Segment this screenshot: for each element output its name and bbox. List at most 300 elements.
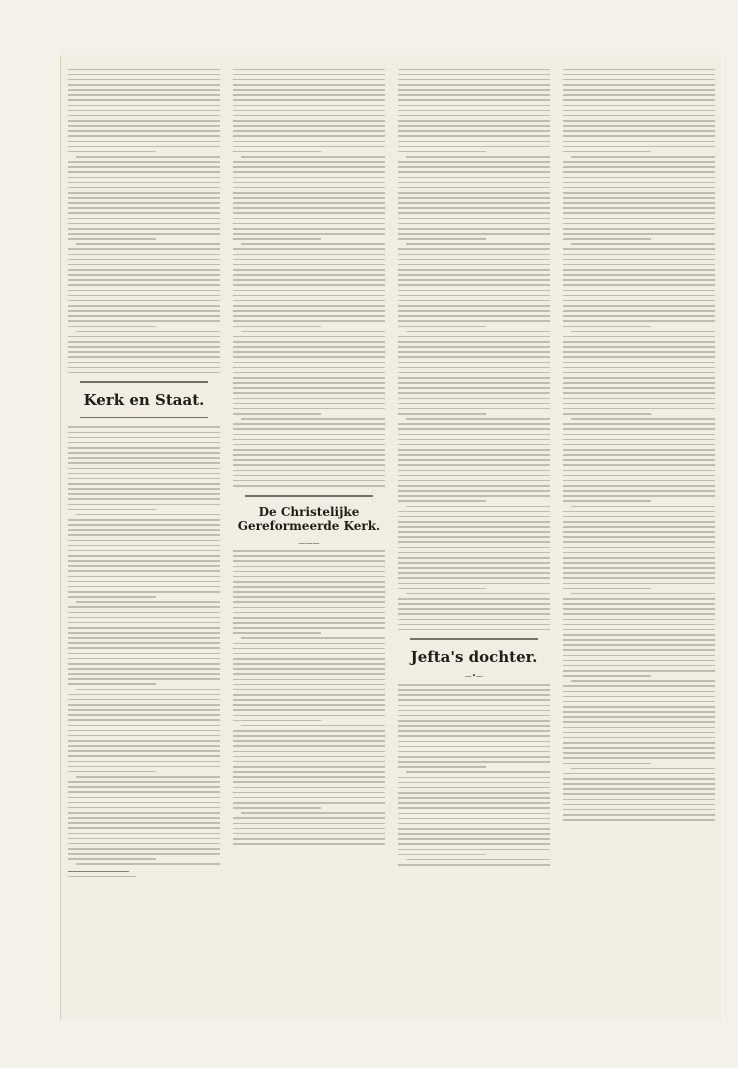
text-line bbox=[398, 408, 550, 410]
text-line bbox=[233, 730, 385, 732]
text-line bbox=[68, 171, 220, 173]
text-line bbox=[398, 392, 550, 394]
text-line bbox=[398, 69, 550, 71]
text-line bbox=[68, 473, 220, 475]
text-line bbox=[233, 735, 385, 737]
section-rule bbox=[245, 495, 373, 497]
text-line bbox=[68, 207, 220, 209]
text-line bbox=[68, 668, 220, 670]
text-line bbox=[233, 115, 385, 117]
text-line bbox=[233, 79, 385, 81]
text-line bbox=[398, 807, 550, 809]
text-line bbox=[563, 326, 651, 328]
text-line bbox=[233, 392, 385, 394]
text-line bbox=[398, 151, 486, 153]
text-line bbox=[233, 130, 385, 132]
text-line bbox=[241, 812, 385, 814]
text-line bbox=[233, 761, 385, 763]
text-line bbox=[233, 99, 385, 101]
section-ornament: ——— bbox=[298, 538, 320, 547]
text-line bbox=[68, 478, 220, 480]
text-line bbox=[571, 418, 715, 420]
text-line bbox=[563, 166, 715, 168]
text-line bbox=[563, 146, 715, 148]
text-line bbox=[563, 804, 715, 806]
text-line bbox=[398, 572, 550, 574]
text-line bbox=[233, 571, 385, 573]
text-line bbox=[68, 725, 220, 727]
text-line bbox=[68, 192, 220, 194]
column-3 bbox=[398, 65, 550, 869]
text-line bbox=[563, 480, 715, 482]
text-line bbox=[233, 326, 321, 328]
text-line bbox=[563, 151, 651, 153]
text-line bbox=[68, 447, 220, 449]
newspaper-page bbox=[60, 55, 721, 1020]
text-line bbox=[563, 742, 715, 744]
text-line bbox=[233, 668, 385, 670]
text-line bbox=[563, 696, 715, 698]
text-line bbox=[563, 218, 715, 220]
text-line bbox=[233, 802, 385, 804]
text-line bbox=[233, 643, 385, 645]
text-line bbox=[233, 745, 385, 747]
text-line bbox=[563, 454, 715, 456]
text-line bbox=[68, 120, 220, 122]
text-line bbox=[563, 814, 715, 816]
text-line bbox=[68, 356, 220, 358]
text-line bbox=[68, 69, 220, 71]
text-line bbox=[233, 387, 385, 389]
text-line bbox=[68, 704, 220, 706]
text-line bbox=[68, 699, 220, 701]
text-line bbox=[563, 254, 715, 256]
text-line bbox=[563, 459, 715, 461]
text-line bbox=[233, 632, 321, 634]
text-line bbox=[398, 125, 550, 127]
text-line bbox=[68, 581, 220, 583]
text-line bbox=[563, 495, 715, 497]
text-line bbox=[68, 238, 156, 240]
text-line bbox=[398, 843, 550, 845]
column-2 bbox=[233, 65, 385, 848]
text-line bbox=[398, 577, 550, 579]
text-line bbox=[233, 792, 385, 794]
text-line bbox=[68, 74, 220, 76]
text-line bbox=[68, 79, 220, 81]
text-line bbox=[398, 454, 550, 456]
text-line bbox=[233, 362, 385, 364]
text-line bbox=[233, 566, 385, 568]
text-line bbox=[233, 555, 385, 557]
text-line bbox=[398, 223, 550, 225]
text-line bbox=[563, 264, 715, 266]
text-line bbox=[233, 797, 385, 799]
text-line bbox=[68, 653, 220, 655]
text-line bbox=[233, 228, 385, 230]
text-line bbox=[68, 177, 220, 179]
text-line bbox=[563, 428, 715, 430]
text-line bbox=[398, 705, 550, 707]
text-line bbox=[563, 552, 715, 554]
text-line bbox=[398, 105, 550, 107]
text-line bbox=[233, 843, 385, 845]
text-line bbox=[571, 506, 715, 508]
text-line bbox=[563, 644, 715, 646]
text-line bbox=[398, 94, 550, 96]
text-line bbox=[563, 649, 715, 651]
text-line bbox=[68, 264, 220, 266]
text-line bbox=[233, 807, 321, 809]
text-line bbox=[233, 295, 385, 297]
text-line bbox=[233, 341, 385, 343]
text-line bbox=[233, 704, 385, 706]
text-line bbox=[563, 567, 715, 569]
text-line bbox=[563, 120, 715, 122]
text-line bbox=[68, 94, 220, 96]
text-line bbox=[233, 581, 385, 583]
text-line bbox=[68, 488, 220, 490]
text-line bbox=[398, 423, 550, 425]
text-line bbox=[563, 341, 715, 343]
text-line bbox=[233, 653, 385, 655]
text-line bbox=[68, 99, 220, 101]
heading-christelijke-kerk: De Christelijke Gereformeerde Kerk. bbox=[237, 504, 381, 533]
text-line bbox=[398, 84, 550, 86]
text-line bbox=[233, 146, 385, 148]
text-line bbox=[68, 457, 220, 459]
text-line bbox=[563, 89, 715, 91]
text-line bbox=[398, 434, 550, 436]
text-line bbox=[563, 619, 715, 621]
text-line bbox=[233, 305, 385, 307]
text-line bbox=[68, 555, 220, 557]
text-line bbox=[68, 315, 220, 317]
text-line bbox=[68, 166, 220, 168]
text-line bbox=[563, 490, 715, 492]
text-line bbox=[233, 377, 385, 379]
text-line bbox=[563, 588, 651, 590]
text-line bbox=[233, 673, 385, 675]
text-line bbox=[563, 392, 715, 394]
text-line bbox=[563, 228, 715, 230]
text-line bbox=[233, 720, 321, 722]
text-line bbox=[68, 326, 156, 328]
text-line bbox=[233, 596, 385, 598]
text-line bbox=[406, 859, 550, 861]
text-line bbox=[233, 69, 385, 71]
text-line bbox=[233, 828, 385, 830]
section-rule bbox=[80, 417, 208, 418]
heading-kerk-en-staat: Kerk en Staat. bbox=[83, 391, 205, 410]
text-line bbox=[233, 838, 385, 840]
text-line bbox=[233, 771, 385, 773]
text-line bbox=[563, 248, 715, 250]
text-line bbox=[68, 586, 220, 588]
text-line bbox=[68, 755, 220, 757]
footnote bbox=[68, 876, 136, 877]
text-line bbox=[563, 526, 715, 528]
text-line bbox=[398, 382, 550, 384]
text-line bbox=[398, 562, 550, 564]
text-line bbox=[398, 588, 486, 590]
text-line bbox=[406, 156, 550, 158]
text-line bbox=[398, 284, 550, 286]
text-line bbox=[233, 207, 385, 209]
text-line bbox=[571, 768, 715, 770]
text-line bbox=[398, 377, 550, 379]
text-line bbox=[68, 295, 220, 297]
text-line bbox=[398, 828, 550, 830]
text-line bbox=[398, 849, 550, 851]
text-line bbox=[563, 562, 715, 564]
text-line bbox=[398, 212, 550, 214]
text-line bbox=[398, 557, 550, 559]
text-line bbox=[398, 449, 550, 451]
text-line bbox=[398, 864, 550, 866]
text-line bbox=[233, 367, 385, 369]
text-line bbox=[563, 197, 715, 199]
text-line bbox=[563, 115, 715, 117]
text-line bbox=[233, 212, 385, 214]
text-line bbox=[233, 197, 385, 199]
text-line bbox=[241, 156, 385, 158]
text-line bbox=[233, 408, 385, 410]
text-line bbox=[233, 120, 385, 122]
text-line bbox=[68, 346, 220, 348]
text-line bbox=[571, 331, 715, 333]
text-line bbox=[68, 274, 220, 276]
text-line bbox=[233, 459, 385, 461]
text-line bbox=[241, 331, 385, 333]
text-line bbox=[76, 514, 220, 516]
text-line bbox=[563, 161, 715, 163]
text-line bbox=[398, 751, 550, 753]
text-line bbox=[68, 105, 220, 107]
text-line bbox=[68, 432, 220, 434]
text-line bbox=[398, 531, 550, 533]
text-line bbox=[233, 202, 385, 204]
text-line bbox=[398, 464, 550, 466]
text-line bbox=[398, 802, 550, 804]
text-line bbox=[406, 243, 550, 245]
text-line bbox=[76, 601, 220, 603]
text-line bbox=[233, 192, 385, 194]
text-line bbox=[563, 624, 715, 626]
text-line bbox=[398, 351, 550, 353]
text-line bbox=[233, 475, 385, 477]
text-line bbox=[563, 691, 715, 693]
text-line bbox=[398, 254, 550, 256]
text-line bbox=[233, 454, 385, 456]
text-line bbox=[68, 848, 220, 850]
text-line bbox=[68, 218, 220, 220]
text-line bbox=[398, 300, 550, 302]
text-line bbox=[68, 812, 220, 814]
text-line bbox=[233, 607, 385, 609]
text-line bbox=[76, 243, 220, 245]
text-line bbox=[398, 346, 550, 348]
text-line bbox=[398, 367, 550, 369]
text-line bbox=[563, 763, 651, 765]
text-line bbox=[398, 684, 550, 686]
text-line bbox=[68, 284, 220, 286]
text-line bbox=[68, 642, 220, 644]
text-line bbox=[233, 105, 385, 107]
text-line bbox=[68, 212, 220, 214]
text-line bbox=[563, 110, 715, 112]
text-line bbox=[398, 279, 550, 281]
text-line bbox=[68, 367, 220, 369]
text-line bbox=[398, 624, 550, 626]
text-line bbox=[563, 747, 715, 749]
text-line bbox=[563, 84, 715, 86]
text-line bbox=[233, 372, 385, 374]
text-line bbox=[233, 689, 385, 691]
text-line bbox=[233, 434, 385, 436]
text-line bbox=[563, 727, 715, 729]
text-line bbox=[68, 632, 220, 634]
text-line bbox=[563, 171, 715, 173]
text-line bbox=[68, 658, 220, 660]
text-line bbox=[233, 684, 385, 686]
text-line bbox=[233, 94, 385, 96]
text-line bbox=[563, 403, 715, 405]
text-line bbox=[68, 797, 220, 799]
text-line bbox=[68, 647, 220, 649]
text-line bbox=[68, 678, 220, 680]
text-line bbox=[68, 524, 220, 526]
text-line bbox=[398, 290, 550, 292]
text-line bbox=[563, 541, 715, 543]
text-line bbox=[563, 819, 715, 821]
text-line bbox=[233, 84, 385, 86]
text-line bbox=[398, 362, 550, 364]
text-line bbox=[233, 269, 385, 271]
text-line bbox=[563, 757, 715, 759]
text-line bbox=[68, 437, 220, 439]
text-line bbox=[233, 709, 385, 711]
text-line bbox=[68, 468, 220, 470]
text-line bbox=[563, 557, 715, 559]
text-line bbox=[68, 781, 220, 783]
text-line bbox=[241, 243, 385, 245]
text-line bbox=[398, 182, 550, 184]
text-line bbox=[563, 629, 715, 631]
text-line bbox=[398, 813, 550, 815]
text-line bbox=[68, 84, 220, 86]
text-line bbox=[563, 94, 715, 96]
text-line bbox=[398, 166, 550, 168]
text-line bbox=[398, 187, 550, 189]
text-line bbox=[563, 536, 715, 538]
text-line bbox=[233, 756, 385, 758]
text-line bbox=[563, 449, 715, 451]
text-line bbox=[398, 218, 550, 220]
text-line bbox=[563, 377, 715, 379]
text-line bbox=[563, 192, 715, 194]
text-line bbox=[233, 663, 385, 665]
text-line bbox=[233, 135, 385, 137]
text-line bbox=[398, 694, 550, 696]
text-line bbox=[563, 135, 715, 137]
text-line bbox=[68, 853, 220, 855]
text-line bbox=[233, 550, 385, 552]
text-line bbox=[68, 504, 220, 506]
text-line bbox=[68, 351, 220, 353]
text-line bbox=[398, 269, 550, 271]
text-line bbox=[563, 79, 715, 81]
text-line bbox=[398, 741, 550, 743]
text-line bbox=[68, 771, 156, 773]
text-line bbox=[563, 464, 715, 466]
text-line bbox=[233, 398, 385, 400]
text-line bbox=[398, 699, 550, 701]
text-line bbox=[563, 511, 715, 513]
text-line bbox=[398, 295, 550, 297]
text-line bbox=[233, 166, 385, 168]
text-line bbox=[398, 547, 550, 549]
text-line bbox=[68, 761, 220, 763]
text-line bbox=[233, 817, 385, 819]
text-line bbox=[68, 223, 220, 225]
text-line bbox=[68, 259, 220, 261]
text-line bbox=[563, 598, 715, 600]
text-line bbox=[68, 766, 220, 768]
text-line bbox=[398, 470, 550, 472]
text-line bbox=[68, 663, 220, 665]
text-line bbox=[563, 310, 715, 312]
text-line bbox=[563, 547, 715, 549]
text-line bbox=[398, 387, 550, 389]
text-line bbox=[563, 274, 715, 276]
text-line bbox=[563, 284, 715, 286]
text-line bbox=[563, 105, 715, 107]
text-line bbox=[398, 146, 550, 148]
text-line bbox=[233, 439, 385, 441]
text-line bbox=[563, 521, 715, 523]
text-line bbox=[398, 490, 550, 492]
text-line bbox=[398, 761, 550, 763]
text-line bbox=[398, 583, 550, 585]
text-line bbox=[563, 99, 715, 101]
text-line bbox=[398, 608, 550, 610]
text-line bbox=[398, 161, 550, 163]
text-line bbox=[563, 269, 715, 271]
text-line bbox=[398, 730, 550, 732]
column-1 bbox=[68, 65, 220, 877]
text-line bbox=[76, 863, 220, 865]
text-line bbox=[398, 238, 486, 240]
text-line bbox=[68, 560, 220, 562]
text-line bbox=[398, 526, 550, 528]
text-line bbox=[233, 74, 385, 76]
text-line bbox=[68, 197, 220, 199]
text-line bbox=[68, 591, 220, 593]
text-line bbox=[398, 372, 550, 374]
text-line bbox=[563, 336, 715, 338]
text-line bbox=[398, 787, 550, 789]
text-line bbox=[563, 351, 715, 353]
text-line bbox=[68, 683, 156, 685]
text-line bbox=[233, 141, 385, 143]
text-line bbox=[68, 452, 220, 454]
text-line bbox=[398, 715, 550, 717]
text-line bbox=[68, 372, 220, 374]
text-line bbox=[68, 858, 156, 860]
text-line bbox=[563, 793, 715, 795]
text-line bbox=[68, 802, 220, 804]
